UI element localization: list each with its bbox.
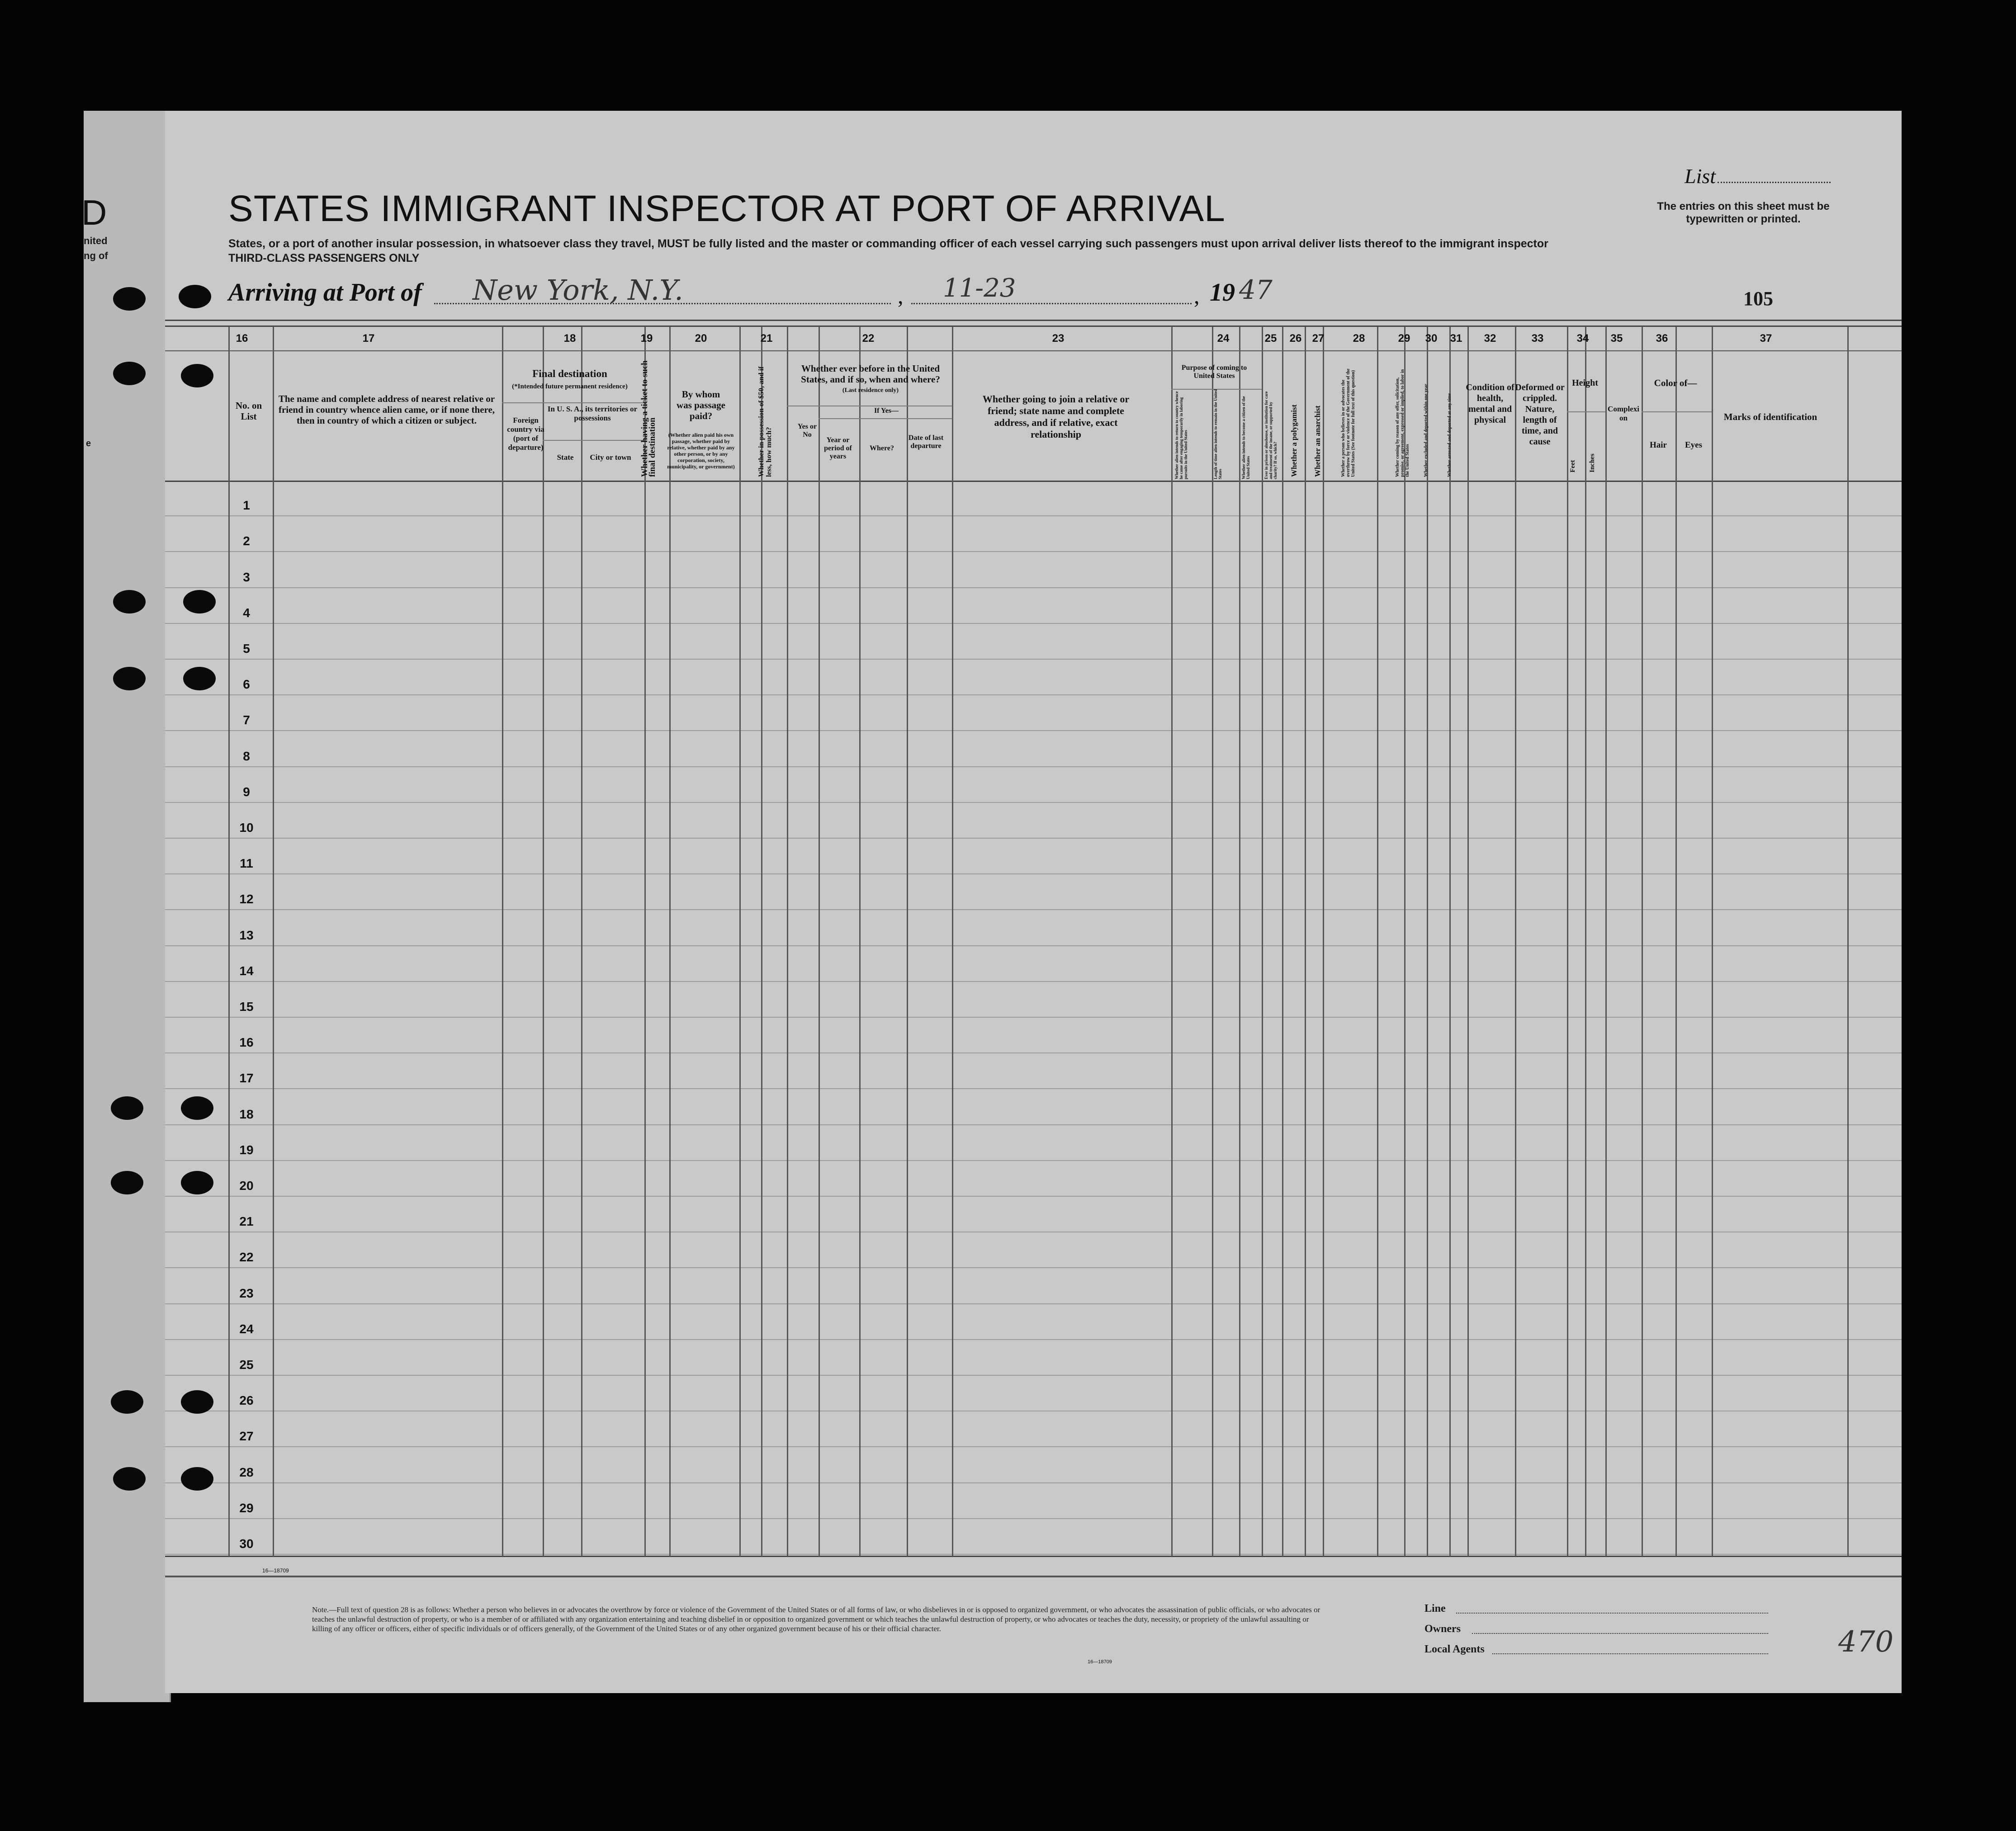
row-line (165, 1446, 1902, 1447)
row-line (165, 587, 1902, 588)
local-agents-label: Local Agents (1424, 1643, 1485, 1655)
column-line (1239, 326, 1240, 1556)
row-line (165, 515, 1902, 516)
header-inches: Inches (1589, 453, 1596, 472)
header-final-destination-sub: (*Intended future permanent residence) (512, 383, 628, 390)
row-line (165, 945, 1902, 946)
row-number: 1 (243, 498, 250, 513)
header-ticket: Whether having a ticket to such final destination (640, 360, 657, 477)
header-final-destination: Final destination (532, 368, 607, 379)
column-line (644, 326, 646, 1556)
header-complexion: Complexion (1608, 405, 1639, 422)
col-num-36: 36 (1656, 332, 1668, 344)
row-number: 14 (239, 963, 254, 978)
punch-hole (113, 287, 146, 311)
footnote-q28: Note.—Full text of question 28 is as follows: Whether a person who believes in or advocates the overthrow by force or violence of the Government of the United States or of all forms of law, or who disbelieves in or is opposed to organized government, or who advocates the assassination of public officials, or who advocates or teaches the unlawful destruction of property, or who is a member of or affiliated with any organization entertaining and teaching disbelief in or opposition to organized government or which teaches the unlawful destruction of property, or who advocates or teaches the duty, necessity, or propriety of the unlawful assaulting or killing of any officer or officers, either of specific individuals or of officers generally, of the Government of the United States or of any other organized government because of his or their official character. (312, 1605, 1320, 1633)
row-line (165, 730, 1902, 731)
col-num-27: 27 (1312, 332, 1325, 344)
list-field (1685, 164, 1831, 188)
punch-hole (181, 364, 213, 387)
column-line (859, 326, 861, 1556)
form-code-footer: 16—18709 (1088, 1659, 1112, 1665)
header-purpose: Purpose of coming to United States (1181, 364, 1247, 380)
row-number: 7 (243, 713, 250, 727)
row-line (165, 1124, 1902, 1125)
row-line (165, 1482, 1902, 1483)
arriving-label: Arriving at Port of (228, 278, 422, 307)
row-number: 24 (239, 1321, 254, 1336)
col-num-29: 29 (1398, 332, 1410, 344)
punch-hole (113, 667, 146, 690)
row-line (165, 623, 1902, 624)
column-line (1515, 326, 1516, 1556)
column-line (502, 326, 503, 1556)
row-number: 4 (243, 605, 250, 620)
col-num-34: 34 (1576, 332, 1589, 344)
header-feet: Feet (1569, 460, 1576, 472)
row-line (165, 873, 1902, 874)
column-line (1305, 326, 1306, 1556)
row-number: 18 (239, 1107, 254, 1121)
col-num-23: 23 (1052, 332, 1065, 344)
column-line (907, 326, 908, 1556)
row-number: 25 (239, 1358, 254, 1372)
owners-label: Owners (1424, 1623, 1461, 1635)
row-line (165, 1303, 1902, 1304)
punch-hole (111, 1171, 143, 1194)
column-line (273, 326, 274, 1556)
row-number: 11 (240, 856, 253, 871)
row-line (165, 1375, 1902, 1376)
row-number: 16 (239, 1035, 254, 1050)
header-state: State (557, 453, 574, 462)
entries-note: The entries on this sheet must be typewritten or printed. (1657, 200, 1830, 225)
col-num-16: 16 (236, 332, 248, 344)
date-handwritten: 11-23 (943, 274, 1016, 303)
punch-hole (113, 362, 146, 385)
col-num-22: 22 (862, 332, 875, 344)
punch-hole (183, 667, 216, 690)
col-num-21: 21 (760, 332, 773, 344)
column-line (1675, 326, 1677, 1556)
form-subtitle: States, or a port of another insular possession, in whatsoever class they travel, MUST be fully listed and the master or commanding officer of each vessel carrying such passengers must upon arrival deliver lists thereof to the immigrant inspector (228, 237, 1548, 250)
header-year-period: Year or period of years (824, 436, 852, 460)
header-last-departure: Date of last departure (908, 434, 944, 450)
subheader-line (502, 402, 644, 403)
column-line (1567, 326, 1568, 1556)
col-num-30: 30 (1425, 332, 1438, 344)
class-line: THIRD-CLASS PASSENGERS ONLY (228, 252, 420, 264)
left-strip-letter: D (81, 193, 108, 232)
arriving-line (228, 278, 422, 307)
column-line (1323, 326, 1324, 1556)
row-number: 23 (239, 1286, 254, 1300)
header-eyes: Eyes (1685, 440, 1702, 450)
row-number: 27 (239, 1429, 254, 1444)
column-line (952, 326, 953, 1556)
column-line (1847, 326, 1849, 1556)
row-line (165, 1339, 1902, 1340)
column-line (1642, 326, 1643, 1556)
col-num-19: 19 (640, 332, 653, 344)
header-passage-paid-sub: (Whether alien paid his own passage, whether paid by relative, whether paid by any other person, or by any corporation, society, municipality, or government) (667, 432, 735, 470)
row-number: 5 (243, 642, 250, 656)
header-health: Condition of health, mental and physical (1466, 382, 1514, 425)
header-purpose-citizen: Whether alien intends to become a citizen of the United States (1241, 396, 1250, 479)
header-no-on-list: No. on List (235, 400, 262, 422)
column-line (1449, 326, 1451, 1556)
header-yes-no: Yes or No (797, 423, 817, 439)
row-number: 3 (243, 570, 250, 584)
punch-hole (183, 590, 216, 613)
row-line (165, 909, 1902, 910)
left-strip-text: nited (84, 235, 108, 246)
subheader-line (1567, 411, 1605, 412)
header-ever-before: Whether ever before in the United States, and if so, when and where? (801, 363, 940, 385)
row-line (165, 694, 1902, 695)
col-num-25: 25 (1264, 332, 1277, 344)
column-line (1212, 326, 1213, 1556)
line-label: Line (1424, 1603, 1446, 1614)
header-purpose-return: Whether alien intends to return to country whence he came after engaging temporarily in laboring pursuits in the United States (1174, 391, 1188, 479)
col-num-26: 26 (1289, 332, 1302, 344)
row-number: 22 (239, 1250, 254, 1265)
punch-hole (111, 1096, 143, 1120)
column-line (1377, 326, 1378, 1556)
header-foreign-country: Foreign country via (port of departure) (507, 416, 544, 452)
port-handwritten: New York, N.Y. (473, 274, 683, 307)
subheader-line (1642, 411, 1712, 412)
header-arrested: Whether arrested and deported at any time (1447, 393, 1452, 477)
col-num-20: 20 (695, 332, 707, 344)
row-number: 2 (243, 534, 250, 548)
list-label: List (1685, 165, 1716, 188)
page-number: 105 (1743, 288, 1773, 310)
header-excluded: Whether excluded and deported within one year (1424, 384, 1429, 477)
column-line (819, 326, 820, 1556)
col-num-32: 32 (1484, 332, 1496, 344)
column-line (1605, 326, 1607, 1556)
row-number: 6 (243, 677, 250, 692)
header-polygamist: Whether a polygamist (1290, 404, 1298, 477)
left-strip-text: e (86, 439, 91, 448)
col-num-24: 24 (1217, 332, 1230, 344)
year-prefix: 19 (1210, 278, 1235, 307)
subheader-line (819, 418, 952, 419)
left-strip-text: ng of (84, 250, 108, 261)
column-line (1467, 326, 1469, 1556)
row-number: 12 (239, 892, 254, 906)
column-line (1262, 326, 1263, 1556)
column-line (543, 326, 544, 1556)
col-num-35: 35 (1610, 332, 1623, 344)
header-going-to-join: Whether going to join a relative or friend; state name and complete address, and if relative, exact relationship (982, 393, 1130, 440)
row-number: 30 (239, 1537, 254, 1551)
row-line (165, 1554, 1902, 1555)
punch-hole (181, 1171, 213, 1194)
stamp-number: 470 (1838, 1625, 1894, 1659)
col-num-33: 33 (1531, 332, 1544, 344)
row-line (165, 1017, 1902, 1018)
column-line (228, 326, 230, 1556)
row-number: 28 (239, 1465, 254, 1479)
row-number: 13 (239, 928, 254, 942)
row-number: 8 (243, 749, 250, 763)
row-number: 21 (239, 1214, 254, 1229)
header-overthrow: Whether a person who believes in or advocates the overthrow by force or violence of the Government of the United States (See footnote for full text of this question) (1341, 368, 1356, 477)
subheader-line (543, 440, 644, 441)
row-line (165, 1518, 1902, 1519)
column-line (1404, 326, 1406, 1556)
col-num-18: 18 (563, 332, 576, 344)
row-number: 15 (239, 1000, 254, 1014)
column-line (669, 326, 671, 1556)
form-title: STATES IMMIGRANT INSPECTOR AT PORT OF ARRIVAL (228, 188, 1226, 229)
header-purpose-length: Length of time alien intends to remain in the United States (1213, 389, 1222, 479)
column-line (1282, 326, 1283, 1556)
col-num-37: 37 (1760, 332, 1772, 344)
punch-hole (113, 590, 146, 613)
row-line (165, 1267, 1902, 1268)
row-number: 29 (239, 1501, 254, 1515)
col-num-31: 31 (1450, 332, 1462, 344)
row-number: 9 (243, 784, 250, 799)
header-height: Height (1572, 378, 1598, 388)
header-fifty-dollars: Whether in possession of $50, and if less, how much? (757, 366, 773, 477)
row-number: 17 (239, 1071, 254, 1085)
row-number: 20 (239, 1179, 254, 1193)
col-num-28: 28 (1353, 332, 1365, 344)
row-number: 10 (239, 821, 254, 835)
header-deformed: Deformed or crippled. Nature, length of time, and cause (1515, 382, 1565, 447)
punch-hole (113, 1467, 146, 1491)
header-in-usa: In U. S. A., its territories or possessions (547, 405, 638, 422)
column-line (787, 326, 788, 1556)
row-line (165, 838, 1902, 839)
row-number: 19 (239, 1142, 254, 1157)
punch-hole (111, 1390, 143, 1414)
header-color-of: Color of— (1654, 378, 1697, 388)
column-line (1712, 326, 1713, 1556)
col-num-17: 17 (362, 332, 375, 344)
header-anarchist: Whether an anarchist (1313, 405, 1322, 477)
column-line (761, 326, 762, 1556)
punch-hole (181, 1096, 213, 1120)
punch-hole (181, 1467, 213, 1491)
date-underline (911, 303, 1192, 304)
punch-hole (179, 285, 211, 308)
row-line (165, 551, 1902, 552)
column-line (1171, 326, 1173, 1556)
column-line (581, 326, 582, 1556)
header-offer-labor: Whether coming by reason of any offer, solicitation, promise, or agreement, expressed or implied, to labor in the United States (1395, 369, 1410, 477)
header-passage-paid: By whom was passage paid? (677, 389, 725, 421)
header-prison: Ever in prison or almshouse, or institution for care and treatment of the insane, or supported by charity? If so, which? (1264, 391, 1278, 479)
row-line (165, 1052, 1902, 1053)
row-line (165, 1196, 1902, 1197)
header-if-yes: If Yes— (874, 407, 899, 415)
manifest-sheet: STATES IMMIGRANT INSPECTOR AT PORT OF ARRIVAL States, or a port of another insular possession, in whatsoever class they travel, MUST be fully listed and the master or commanding officer of each vessel carrying such passengers must upon arrival deliver lists thereof to the immigrant inspector THIRD-CLASS PASSENGERS ONLY List The entries on this sheet must be typewritten or printed. Arriving at Port of New York, N.Y. , 11-23 , 19 47 105 1 2 3 4 5 6 7 8 9 10 11 12 13 14 15 16 17 18 19 20 21 22 23 24 25 26 27 28 29 30 16 17 18 19 20 21 22 23 24 25 26 27 28 29 30 31 32 33 34 35 36 37 No. on List The name and complete address of nearest relative or friend in country whence alien came, or if none there, then in country of which a citizen or subject. Final destination (*Intended future permanent residence) Foreign country via (port of departure) In U. S. A., its territories or possessions State City or town Whether having a ticket to such final destination By whom was passage paid? (Whether alien paid his own passage, whether paid by relative, whether paid by any other person, or by any corporation, society, municipality, or government) Whether in possession of $50, and if less, how much? Whether ever before in the United States, and if so, when and where? (Last residence only) Yes or No If Yes— Year or period of years Where? Date of last departure Whether going to join a relative or friend; state name and complete address, and if relative, exact relationship Purpose of coming to United States Whether alien intends to return to country whence he came after engaging temporarily in laboring pursuits in the United States Length of time alien intends to remain in the United States Whether alien intends to become a citizen of the United States Ever in prison or almshouse, or institution for care and treatment of the insane, or supported by charity? If so, which? Whether a polygamist Whether an anarchist Whether a person who believes in or advocates the overthrow by force or violence of the Government of the United States (See footnote for full text of this question) Whether coming by reason of any offer, solicitation, promise, or agreement, expressed or implied, to labor in the United States Whether excluded and deported within one year Whether arrested and deported at any time Condition of health, mental and physical Deformed or crippled. Nature, length of time, and cause Height Feet Inches Complexion Color of— Hair Eyes Marks of identification 16—18709 Note.—Full text of question 28 is as follows: Whether a person who believes in or advocates the overthrow by force or violence of the Government of the United States or of all forms of law, or who disbelieves in or is opposed to organized government, or who advocates the assassination of public officials, or who advocates or teaches the unlawful destruction of property, or who is a member of or affiliated with any organization entertaining and teaching disbelief in or opposition to organized government or which teaches the unlawful destruction of property, or who advocates or teaches the duty, necessity, or propriety of the unlawful assaulting or killing of any officer or officers, either of specific individuals or of officers generally, of the Government of the United States or of any other organized government because of his or their official character. 16—18709 Line Owners Local Agents 470 (165, 111, 1902, 1693)
header-city: City or town (590, 453, 631, 462)
previous-sheet-edge (81, 111, 171, 1702)
column-line (1427, 326, 1428, 1556)
row-line (165, 659, 1902, 660)
row-line (165, 1088, 1902, 1089)
punch-hole (181, 1390, 213, 1414)
column-line (739, 326, 741, 1556)
row-line (165, 981, 1902, 982)
column-line (1585, 326, 1586, 1556)
form-code-bottom: 16—18709 (262, 1567, 289, 1574)
header-marks: Marks of identification (1723, 411, 1817, 422)
row-line (165, 802, 1902, 803)
header-hair: Hair (1650, 440, 1667, 450)
row-line (165, 766, 1902, 767)
header-where: Where? (870, 444, 894, 452)
row-line (165, 1160, 1902, 1161)
header-ever-before-sub: (Last residence only) (842, 387, 899, 394)
year-handwritten: 47 (1239, 274, 1273, 305)
header-nearest-relative: The name and complete address of nearest relative or friend in country whence alien came, or if none there, then in country of which a citizen or subject. (278, 393, 495, 426)
row-number: 26 (239, 1393, 254, 1408)
